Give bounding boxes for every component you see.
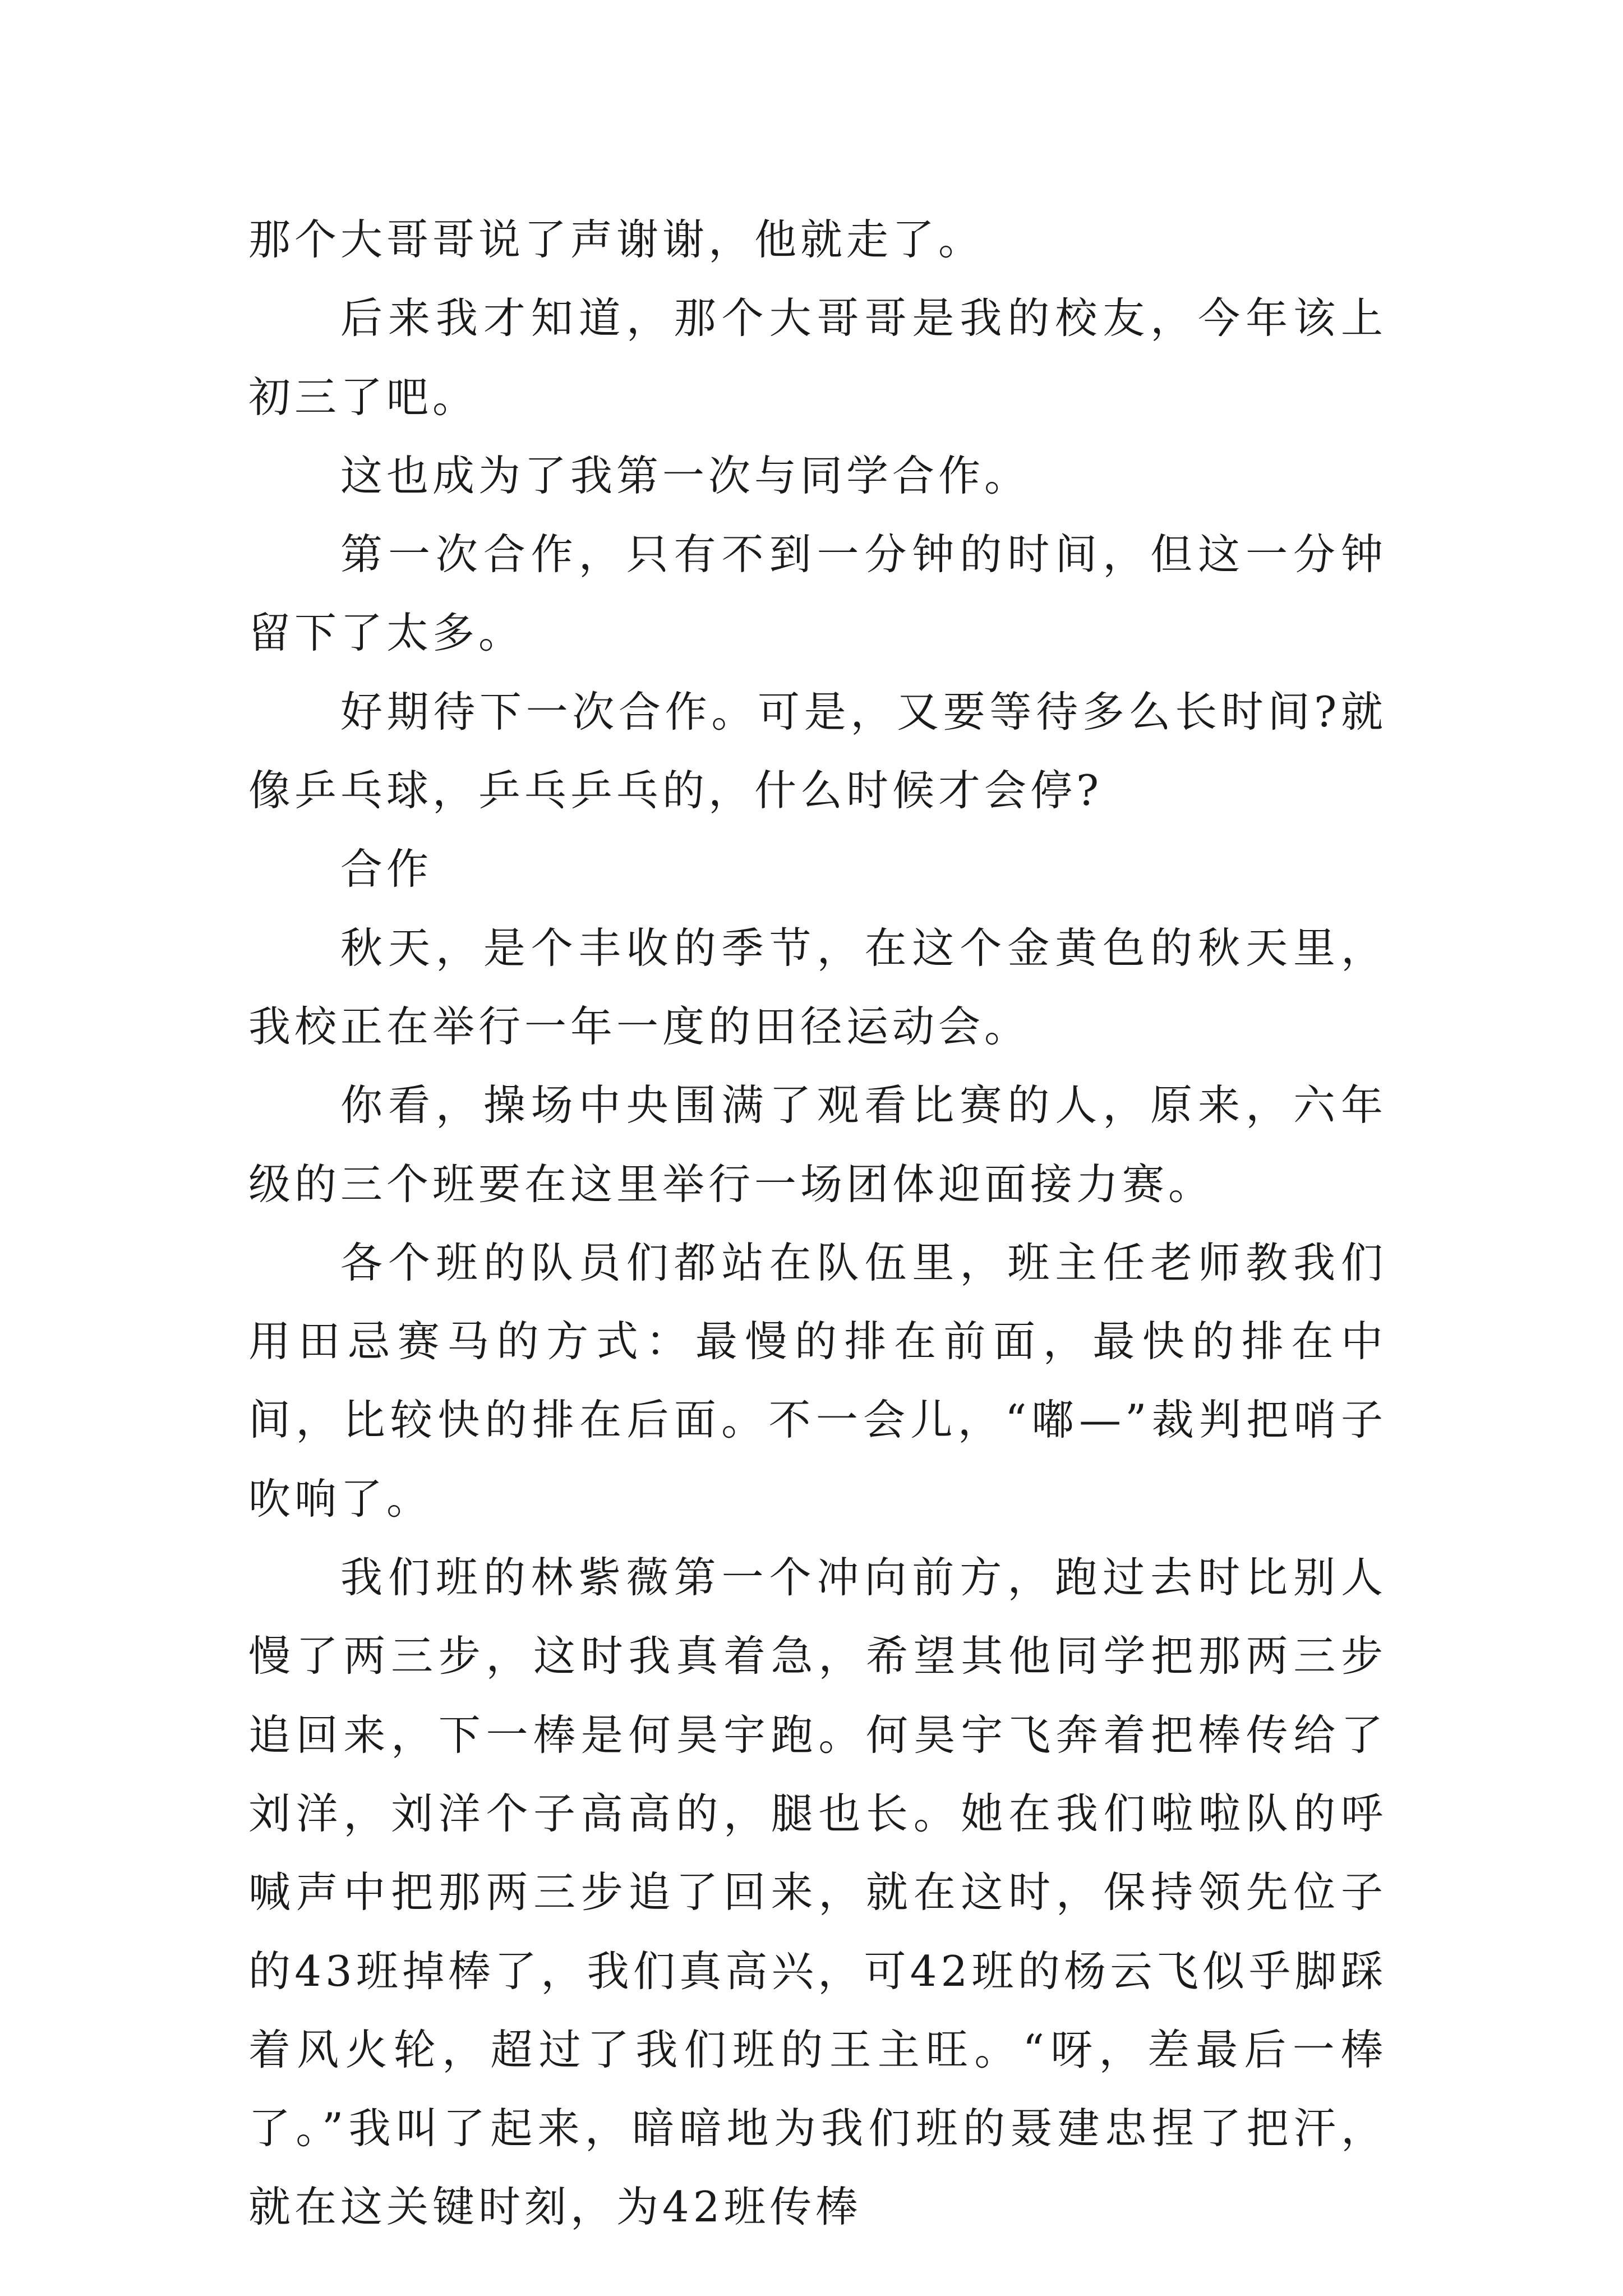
paragraph: 好期待下一次合作。可是，又要等待多么长时间?就像乒乓球，乒乓乒乓的，什么时候才会停? (248, 687, 1387, 816)
paragraph: 秋天，是个丰收的季节，在这个金黄色的秋天里，我校正在举行一年一度的田径运动会。 (248, 923, 1387, 1051)
paragraph: 第一次合作，只有不到一分钟的时间，但这一分钟留下了太多。 (248, 530, 1387, 658)
paragraph: 这也成为了我第一次与同学合作。 (340, 450, 1031, 500)
paragraph: 各个班的队员们都站在队伍里，班主任老师教我们用田忌赛马的方式：最慢的排在前面，最快的排在中间，比较快的排在后面。不一会儿，“嘟—”裁判把哨子吹响了。 (248, 1237, 1387, 1524)
body-text (248, 200, 1387, 2247)
paragraph: 后来我才知道，那个大哥哥是我的校友，今年该上初三了吧。 (248, 293, 1387, 422)
section-heading: 合作 (340, 844, 433, 894)
paragraph: 那个大哥哥说了声谢谢，他就走了。 (248, 215, 985, 264)
paragraph: 你看，操场中央围满了观看比赛的人，原来，六年级的三个班要在这里举行一场团体迎面接力赛。 (248, 1080, 1387, 1209)
paragraph: 我们班的林紫薇第一个冲向前方，跑过去时比别人慢了两三步，这时我真着急，希望其他同学把那两三步追回来，下一棒是何昊宇跑。何昊宇飞奔着把棒传给了刘洋，刘洋个子高高的，腿也长。她在我们啦啦队的呼喊声中把那两三步追了回来，就在这时，保持领先位子的43班掉棒了，我们真高兴，可42班的杨云飞似乎脚踩着风火轮，超过了我们班的王主旺。“呀，差最后一棒了。”我叫了起来，暗暗地为我们班的聂建忠捏了把汗，就在这关键时刻，为42班传棒 (248, 1553, 1387, 2232)
